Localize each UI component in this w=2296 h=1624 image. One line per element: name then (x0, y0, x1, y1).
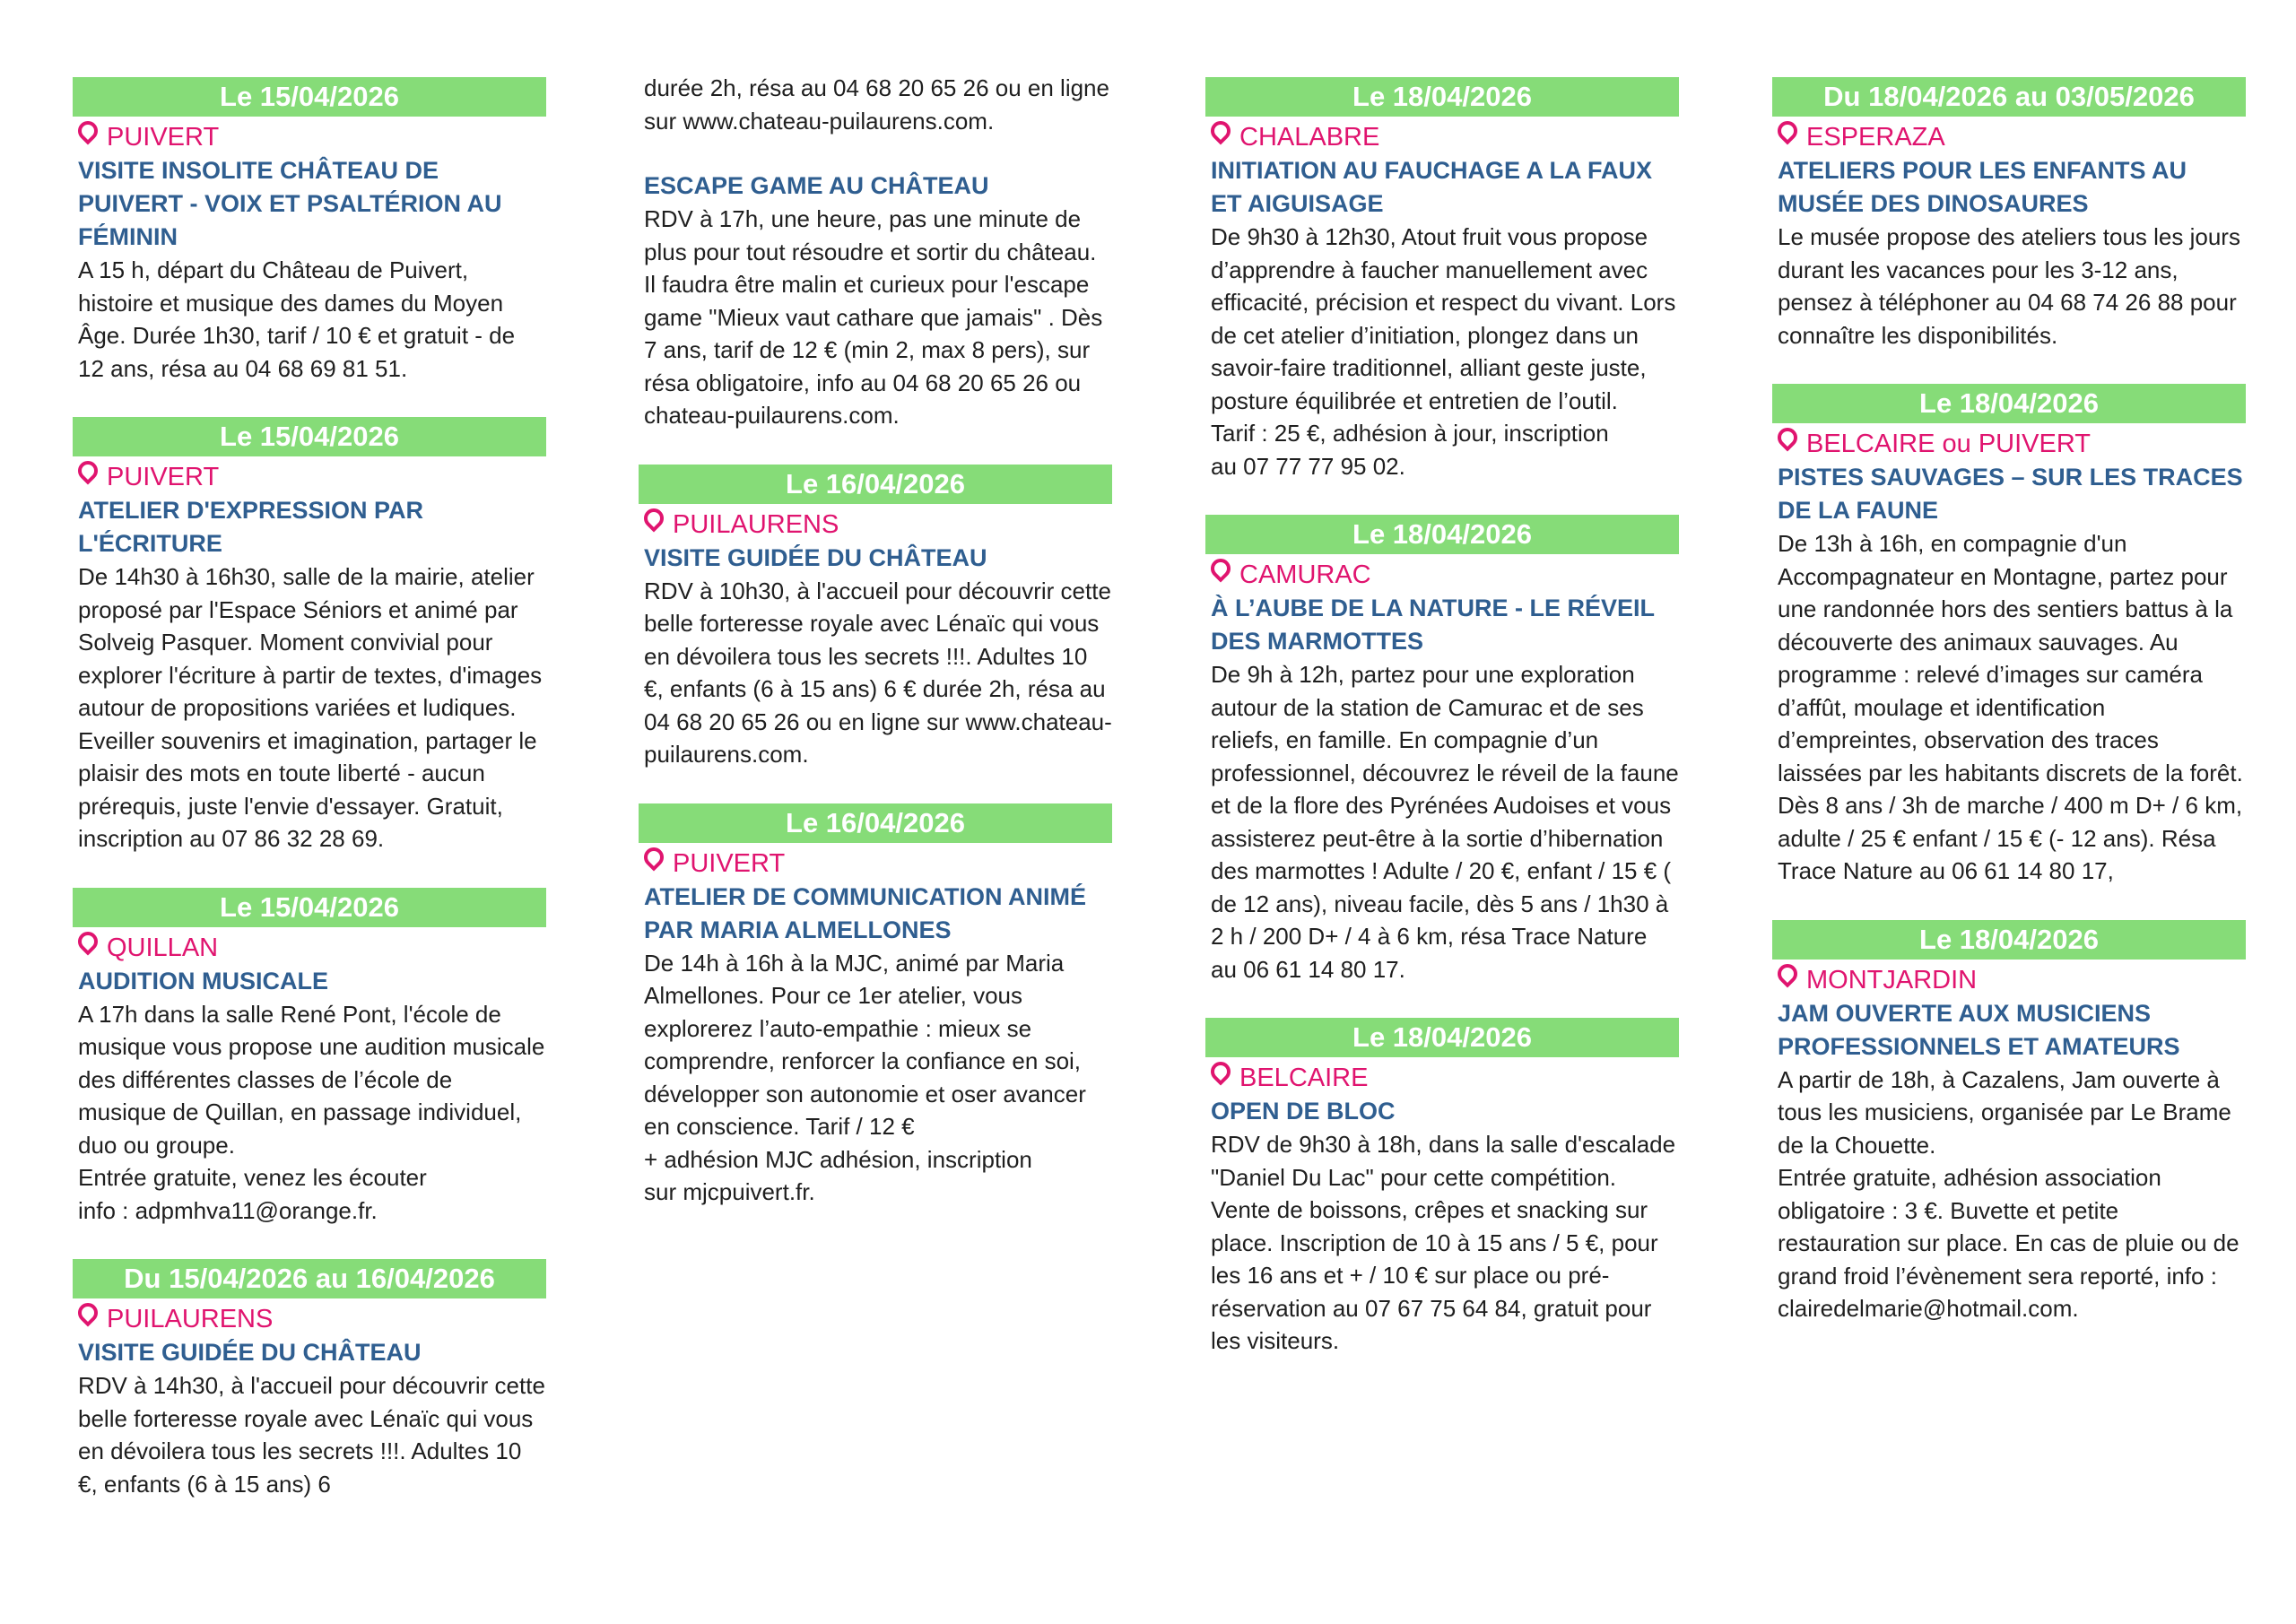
location-pin-icon (74, 117, 101, 144)
event-location: CAMURAC (1205, 558, 1679, 592)
location-pin-icon (74, 927, 101, 955)
event-card (639, 169, 1112, 432)
event-card (73, 1259, 546, 1500)
location-pin-icon (1206, 554, 1234, 582)
event-description: A 15 h, départ du Château de Puivert, histoire et musique des dames du Moyen Âge. Durée 1h30, tarif / 10 € et gratuit - de 12 ans, résa au 04 68 69 81 51. (78, 256, 516, 382)
event-description: Le musée propose des ateliers tous les jours durant les vacances pour les 3-12 ans, pensez à téléphoner au 04 68 74 26 88 pour connaître les disponibilités. (1778, 223, 2240, 349)
event-location: PUIVERT (73, 460, 546, 494)
event-description: RDV à 17h, une heure, pas une minute de plus pour tout résoudre et sortir du château. Il faudra être malin et curieux pour l'escape game "Mieux vaut cathare que jamais" . Dès 7 ans, tarif de 12 € (min 2, max 8 pers), sur résa obligatoire, info au 04 68 20 65 26 ou chateau-puilaurens.com. (644, 205, 1103, 429)
event-description: De 14h30 à 16h30, salle de la mairie, atelier proposé par l'Espace Séniors et animé par Solveig Pasquer. Moment convivial pour explorer l'écriture à partir de textes, d'images autour de propositions variées et ludiques. Eveiller souvenirs et imagination, partager le plaisir des mots en toute liberté - aucun prérequis, juste l'envie d'essayer. Gratuit, inscription au 07 86 32 28 69. (78, 563, 543, 852)
event-location: ESPERAZA (1772, 120, 2246, 154)
event-title: ATELIERS POUR LES ENFANTS AU MUSÉE DES DINOSAURES (1778, 157, 2187, 217)
event-card (1772, 920, 2246, 1325)
event-description: RDV de 9h30 à 18h, dans la salle d'escalade "Daniel Du Lac" pour cette compétition. Vente de boissons, crêpes et snacking sur place. Inscription de 10 à 15 ans / 5 €, pour les 16 ans et + / 10 € sur place ou pré-réservation au 07 67 75 64 84, gratuit pour les visiteurs. (1211, 1131, 1676, 1354)
event-location: BELCAIRE (1205, 1061, 1679, 1095)
event-title: PISTES SAUVAGES – SUR LES TRACES DE LA FAUNE (1778, 464, 2243, 524)
event-title: OPEN DE BLOC (1211, 1098, 1396, 1125)
event-description: RDV à 10h30, à l'accueil pour découvrir cette belle forteresse royale avec Lénaïc qui vous en dévoilera tous les secrets !!!. Adultes 10 €, enfants (6 à 15 ans) 6 € durée 2h, résa au 04 68 20 65 26 ou en ligne sur www.chateau-puilaurens.com. (644, 577, 1112, 768)
location-pin-icon (1206, 117, 1234, 144)
column-1 (73, 77, 546, 1533)
event-description: De 13h à 16h, en compagnie d'un Accompagnateur en Montagne, partez pour une randonnée hors des sentiers battus à la découverte des animaux sauvages. Au programme : relevé d’images sur caméra d’affût, moulage et identification d’empreintes, observation des traces laissées par les habitants discrets de la forêt. Dès 8 ans / 3h de marche / 400 m D+ / 6 km, adulte / 25 € enfant / 15 € (- 12 ans). Résa Trace Nature au 06 61 14 80 17, (1778, 530, 2243, 884)
event-location: PUILAURENS (639, 508, 1112, 542)
event-description: A 17h dans la salle René Pont, l'école de musique vous propose une audition musicale des différentes classes de l’école de musique de Quillan, en passage individuel, duo ou groupe. Entrée gratuite, venez les écouter info : adpmhva11@orange.fr. (78, 1000, 545, 1224)
event-description: De 9h30 à 12h30, Atout fruit vous propose d’apprendre à faucher manuellement avec efficacité, précision et respect du vivant. Lors de cet atelier d’initiation, plongez dans un savoir-faire traditionnel, alliant geste juste, posture équilibrée et entretien de l’outil. Tarif : 25 €, adhésion à jour, inscription au 07 77 77 95 02. (1211, 223, 1676, 480)
column-3 (1205, 77, 1679, 1390)
event-title: ATELIER D'EXPRESSION PAR L'ÉCRITURE (78, 497, 423, 557)
event-location: PUIVERT (639, 847, 1112, 881)
location-pin-icon (1206, 1057, 1234, 1085)
event-title: VISITE GUIDÉE DU CHÂTEAU (644, 543, 987, 571)
event-description: De 14h à 16h à la MJC, animé par Maria Almellones. Pour ce 1er atelier, vous explorerez l’auto-empathie : mieux se comprendre, renforcer la confiance en soi, développer son autonomie et oser avancer en conscience. Tarif / 12 € + adhésion MJC adhésion, inscription sur mjcpuivert.fr. (644, 949, 1086, 1205)
location-pin-icon (639, 843, 667, 871)
event-date: Du 18/04/2026 au 03/05/2026 (1772, 77, 2246, 117)
location-pin-icon (1773, 117, 1801, 144)
event-location: CHALABRE (1205, 120, 1679, 154)
event-date: Le 16/04/2026 (639, 465, 1112, 504)
event-date: Le 18/04/2026 (1205, 515, 1679, 554)
event-location: MONTJARDIN (1772, 963, 2246, 997)
event-card (639, 465, 1112, 771)
event-title: AUDITION MUSICALE (78, 967, 328, 994)
event-date: Le 15/04/2026 (73, 888, 546, 927)
location-pin-icon (1773, 960, 1801, 987)
event-card (639, 803, 1112, 1209)
event-card (73, 77, 546, 385)
event-title: ESCAPE GAME AU CHÂTEAU (644, 172, 989, 199)
event-card (73, 888, 546, 1228)
event-description: RDV à 14h30, à l'accueil pour découvrir cette belle forteresse royale avec Lénaïc qui vous en dévoilera tous les secrets !!!. Adultes 10 €, enfants (6 à 15 ans) 6 (78, 1372, 545, 1498)
event-date: Le 15/04/2026 (73, 77, 546, 117)
event-card (1205, 515, 1679, 986)
event-card (1205, 1018, 1679, 1358)
event-card (1205, 77, 1679, 482)
event-location: QUILLAN (73, 931, 546, 965)
event-description-continued: durée 2h, résa au 04 68 20 65 26 ou en ligne sur www.chateau-puilaurens.com. (644, 74, 1109, 135)
event-card (1772, 77, 2246, 352)
event-date: Le 18/04/2026 (1772, 384, 2246, 423)
event-date: Le 18/04/2026 (1205, 77, 1679, 117)
event-card (73, 417, 546, 855)
event-location: BELCAIRE ou PUIVERT (1772, 427, 2246, 461)
event-date: Le 15/04/2026 (73, 417, 546, 456)
location-pin-icon (1773, 423, 1801, 451)
event-title: À L’AUBE DE LA NATURE - LE RÉVEIL DES MARMOTTES (1211, 595, 1655, 655)
location-pin-icon (74, 1298, 101, 1326)
event-title: VISITE GUIDÉE DU CHÂTEAU (78, 1339, 422, 1366)
event-date: Le 18/04/2026 (1772, 920, 2246, 960)
event-date: Du 15/04/2026 au 16/04/2026 (73, 1259, 546, 1298)
location-pin-icon (639, 504, 667, 532)
event-card (1772, 384, 2246, 888)
event-description: De 9h à 12h, partez pour une exploration autour de la station de Camurac et de ses reliefs, en famille. En compagnie d’un professionnel, découvrez le réveil de la faune et de la flore des Pyrénées Audoises et vous assisterez peut-être à la sortie d’hibernation des marmottes ! Adulte / 20 €, enfant / 15 € ( de 12 ans), niveau facile, dès 5 ans / 1h30 à 2 h / 200 D+ / 4 à 6 km, résa Trace Nature au 06 61 14 80 17. (1211, 661, 1679, 983)
event-title: INITIATION AU FAUCHAGE A LA FAUX ET AIGUISAGE (1211, 157, 1652, 217)
event-title: ATELIER DE COMMUNICATION ANIMÉ PAR MARIA ALMELLONES (644, 882, 1086, 943)
location-pin-icon (74, 456, 101, 484)
event-date: Le 16/04/2026 (639, 803, 1112, 843)
column-4 (1772, 77, 2246, 1358)
column-2 (639, 74, 1112, 1241)
event-title: JAM OUVERTE AUX MUSICIENS PROFESSIONNELS ET AMATEURS (1778, 999, 2180, 1060)
event-title: VISITE INSOLITE CHÂTEAU DE PUIVERT - VOIX ET PSALTÉRION AU FÉMININ (78, 157, 502, 250)
event-description: A partir de 18h, à Cazalens, Jam ouverte à tous les musiciens, organisée par Le Brame de la Chouette. Entrée gratuite, adhésion association obligatoire : 3 €. Buvette et petite restauration sur place. En cas de pluie ou de grand froid l’évènement sera reporté, info : clairedelmarie@hotmail.com. (1778, 1065, 2239, 1322)
event-location: PUIVERT (73, 120, 546, 154)
event-location: PUILAURENS (73, 1302, 546, 1336)
event-date: Le 18/04/2026 (1205, 1018, 1679, 1057)
